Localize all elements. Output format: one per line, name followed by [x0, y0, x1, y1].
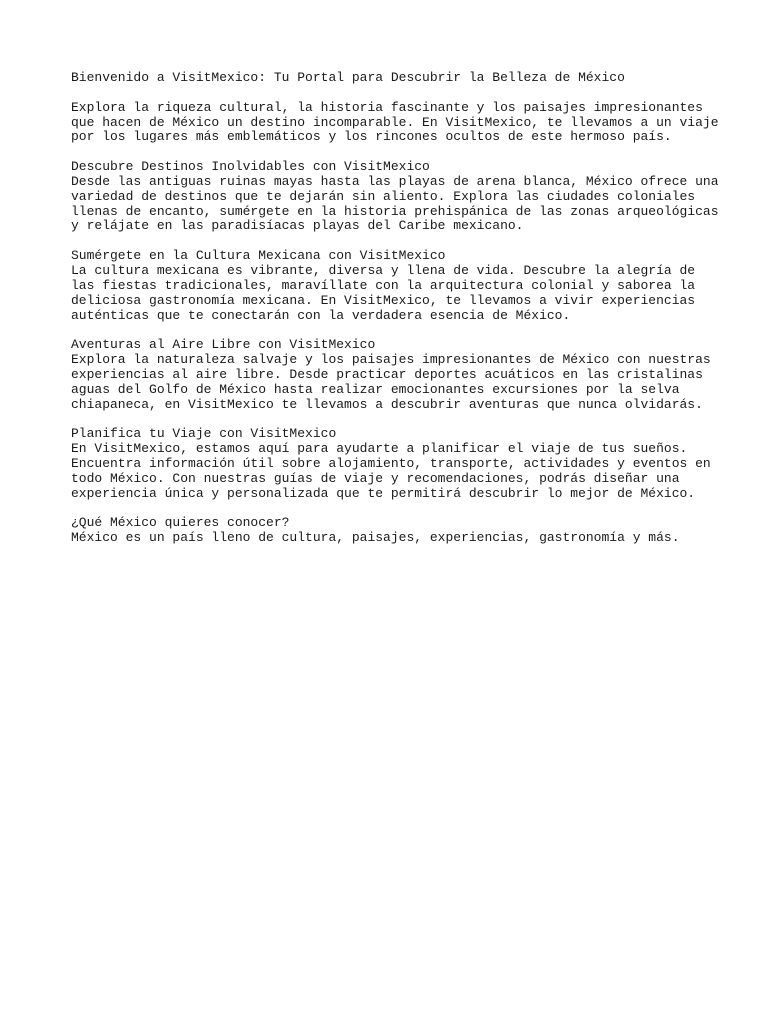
document-title: Bienvenido a VisitMexico: Tu Portal para Descubrir la Belleza de México: [71, 70, 625, 85]
section-cultura: [71, 249, 711, 323]
section-heading: Planifica tu Viaje con VisitMexico: [71, 426, 337, 442]
section-heading: Descubre Destinos Inolvidables con VisitMexico: [71, 159, 430, 175]
section-line: variedad de destinos que te dejarán sin aliento. Explora las ciudades coloniales: [71, 188, 696, 204]
section-line: todo México. Con nuestras guías de viaje y recomendaciones, podrás diseñar una: [71, 470, 680, 486]
section-heading: ¿Qué México quieres conocer?: [71, 515, 290, 531]
section-line: Explora la naturaleza salvaje y los paisajes impresionantes de México con nuestras: [71, 352, 711, 368]
intro-line: que hacen de México un destino incomparable. En VisitMexico, te llevamos a un viaje: [71, 114, 719, 130]
section-line: deliciosa gastronomía mexicana. En VisitMexico, te llevamos a vivir experiencias: [71, 292, 696, 308]
section-heading: Aventuras al Aire Libre con VisitMexico: [71, 337, 376, 353]
section-line: chiapaneca, en VisitMexico te llevamos a descubrir aventuras que nunca olvidarás.: [71, 396, 703, 412]
section-line: llenas de encanto, sumérgete en la historia prehispánica de las zonas arqueológicas: [71, 203, 719, 219]
section-line: experiencia única y personalizada que te permitirá descubrir lo mejor de México.: [71, 485, 696, 501]
intro-line: Explora la riqueza cultural, la historia fascinante y los paisajes impresionantes: [71, 99, 703, 115]
section-destinos: [71, 159, 719, 234]
intro-paragraph: [71, 99, 719, 146]
section-aventuras: [71, 338, 711, 412]
section-line: Encuentra información útil sobre alojamiento, transporte, actividades y eventos en: [71, 455, 711, 471]
document-body: [71, 70, 719, 546]
section-line: las fiestas tradicionales, maravíllate con la arquitectura colonial y saborea la: [71, 277, 696, 293]
intro-line: por los lugares más emblemáticos y los rincones ocultos de este hermoso país.: [71, 129, 672, 145]
section-planifica: [71, 427, 711, 501]
section-line: Desde las antiguas ruinas mayas hasta las playas de arena blanca, México ofrece una: [71, 173, 719, 189]
section-line: y relájate en las paradisíacas playas del Caribe mexicano.: [71, 218, 524, 234]
section-line: auténticas que te conectarán con la verdadera esencia de México.: [71, 307, 571, 323]
section-conocer: [71, 516, 711, 546]
title-paragraph: [71, 71, 711, 86]
section-line: experiencias al aire libre. Desde practicar deportes acuáticos en las cristalinas: [71, 366, 703, 382]
section-line: aguas del Golfo de México hasta realizar emocionantes excursiones por la selva: [71, 381, 680, 397]
section-heading: Sumérgete en la Cultura Mexicana con VisitMexico: [71, 248, 446, 264]
section-line: México es un país lleno de cultura, paisajes, experiencias, gastronomía y más.: [71, 530, 680, 546]
section-line: La cultura mexicana es vibrante, diversa y llena de vida. Descubre la alegría de: [71, 262, 696, 278]
section-line: En VisitMexico, estamos aquí para ayudarte a planificar el viaje de tus sueños.: [71, 441, 688, 457]
